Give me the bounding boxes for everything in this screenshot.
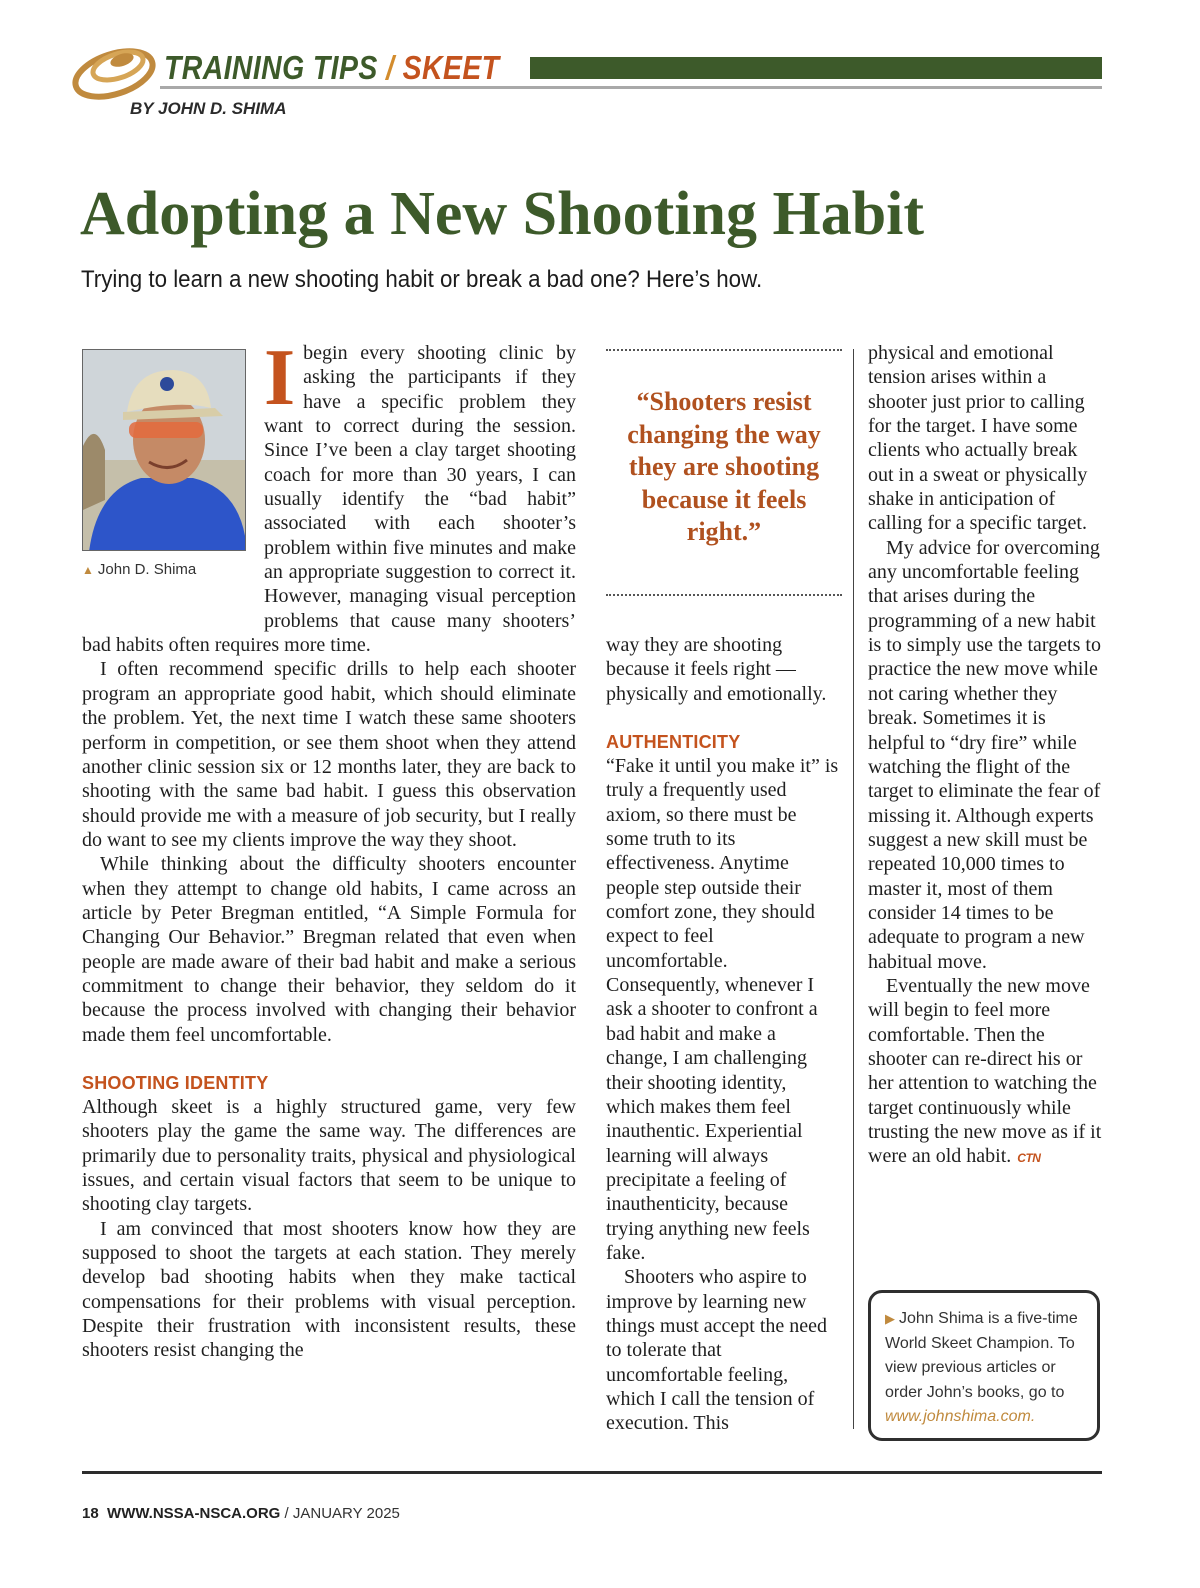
column-3 <box>868 341 1102 1171</box>
pull-quote-rule-bottom <box>606 594 842 596</box>
section-label <box>164 48 499 88</box>
photo-float-spacer <box>82 341 264 609</box>
bio-text: John Shima is a five-time World Skeet Champion. To view previous articles or order John’s books, go to <box>885 1310 1078 1401</box>
paragraph-5: I am convinced that most shooters know how they are supposed to shoot the targets at each station. They merely develop bad shooting habits when they make tactical compensations for their problems with visual perception. Despite their frustration with inconsistent results, these shooters resist changing the <box>82 1217 576 1362</box>
section-label-separator: / <box>386 49 395 86</box>
paragraph-4: Although skeet is a highly structured game, very few shooters play the game the same way. The differences are primarily due to personality traits, physical and physiological issues, and certain visual factors that seem to be unique to shooting clay targets. <box>82 1095 576 1216</box>
clay-target-logo-icon <box>66 38 158 104</box>
pull-quote: “Shooters resist changing the way they are shooting because it feels right.” <box>627 387 821 546</box>
header-bar <box>530 57 1102 79</box>
section-label-left: TRAINING TIPS <box>164 49 378 86</box>
header-rule <box>160 86 1102 89</box>
paragraph-col2-1: way they are shooting because it feels right — physically and emotionally. <box>606 634 827 705</box>
column-1 <box>82 334 576 1363</box>
footer-rule <box>82 1471 1102 1474</box>
bio-triangle-icon: ▶ <box>885 1311 895 1326</box>
footer-site[interactable]: WWW.NSSA-NSCA.ORG <box>107 1505 281 1522</box>
article-deck: Trying to learn a new shooting habit or break a bad one? Here’s how. <box>81 266 763 293</box>
section-label-right: SKEET <box>402 49 500 86</box>
article-title: Adopting a New Shooting Habit <box>80 180 925 248</box>
end-mark-logo: CTN <box>1017 1151 1041 1166</box>
footer-issue: / JANUARY 2025 <box>284 1505 400 1522</box>
page-footer <box>82 1504 400 1524</box>
paragraph-col2-3: Shooters who aspire to improve by learning new things must accept the need to tolerate that uncomfortable feeling, which I call the tension of execution. This <box>606 1266 828 1435</box>
caption-triangle-icon: ▲ <box>82 563 94 577</box>
subhead-shooting-identity: SHOOTING IDENTITY <box>82 1072 269 1093</box>
column-divider <box>853 349 854 1429</box>
column-2 <box>606 633 840 1436</box>
photo-caption-text: John D. Shima <box>97 561 197 578</box>
author-bio-box <box>868 1290 1100 1441</box>
paragraph-col3-2: My advice for overcoming any uncomfortable feeling that arises during the programming of a new habit is to simply use the targets to practice the new move while not caring whether they break. Sometimes it is helpful to “dry fire” while watching the flight of the target to eliminate the fear of missing it. Although experts suggest a new skill must be repeated 10,000 times to master it, most of them consider 14 times to be adequate to program a new habitual move. <box>868 536 1101 973</box>
subhead-authenticity: AUTHENTICITY <box>606 732 741 753</box>
paragraph-3: While thinking about the difficulty shooters encounter when they attempt to change old habits, I came across an article by Peter Bregman entitled, “A Simple Formula for Changing Our Behavior.” Bregman related that even when people are made aware of their bad habit and make a serious commitment to change their behavior, they seldom do it because the process involved with changing their behavior made them feel uncomfortable. <box>82 853 576 1046</box>
pull-quote-rule-top <box>606 349 842 351</box>
paragraph-1-text: begin every shooting clinic by asking the participants if they have a specific problem they want to correct during the session. Since I’ve been a clay target shooting coach for more than 30 years, I can usually identify the “bad habit” associated with each shooter’s problem within five minutes and make an appropriate suggestion to correct it. However, managing visual perception problems that cause many shooters’ bad habits often requires more time. <box>82 342 576 657</box>
paragraph-2: I often recommend specific drills to help each shooter program an appropriate good habit, which should eliminate the problem. Yet, the next time I watch these same shooters perform in competition, or see them shoot when they attend another clinic session six or 12 months later, they are back to shooting with the same bad habit. I guess this observation should provide me with a measure of job security, but I really do want to see my clients improve the way they shoot. <box>82 658 576 851</box>
page-number: 18 <box>82 1505 99 1522</box>
paragraph-col2-2: “Fake it until you make it” is truly a frequently used axiom, so there must be some truth to its effectiveness. Anytime people step outside their comfort zone, they should expect to feel uncomfortable. Consequently, whenever I ask a shooter to confront a bad habit and make a change, I am challenging their shooting identity, which makes them feel inauthentic. Experiential learning will always precipitate a feeling of inauthenticity, because trying anything new feels fake. <box>606 755 839 1264</box>
paragraph-col3-1: physical and emotional tension arises within a shooter just prior to calling for the target. I have some clients who actually break out in a sweat or physically shake in anticipation of calling for a specific target. <box>868 342 1088 535</box>
bio-website-link[interactable]: www.johnshima.com. <box>885 1408 1036 1425</box>
byline: BY JOHN D. SHIMA <box>130 99 287 118</box>
paragraph-col3-3 <box>868 974 1102 1171</box>
drop-cap: I <box>264 334 296 422</box>
paragraph-col3-3-text: Eventually the new move will begin to feel more comfortable. Then the shooter can re-direct his or her attention to watching the target continuously while trusting the new move as if it were an old habit. <box>868 974 1102 1168</box>
